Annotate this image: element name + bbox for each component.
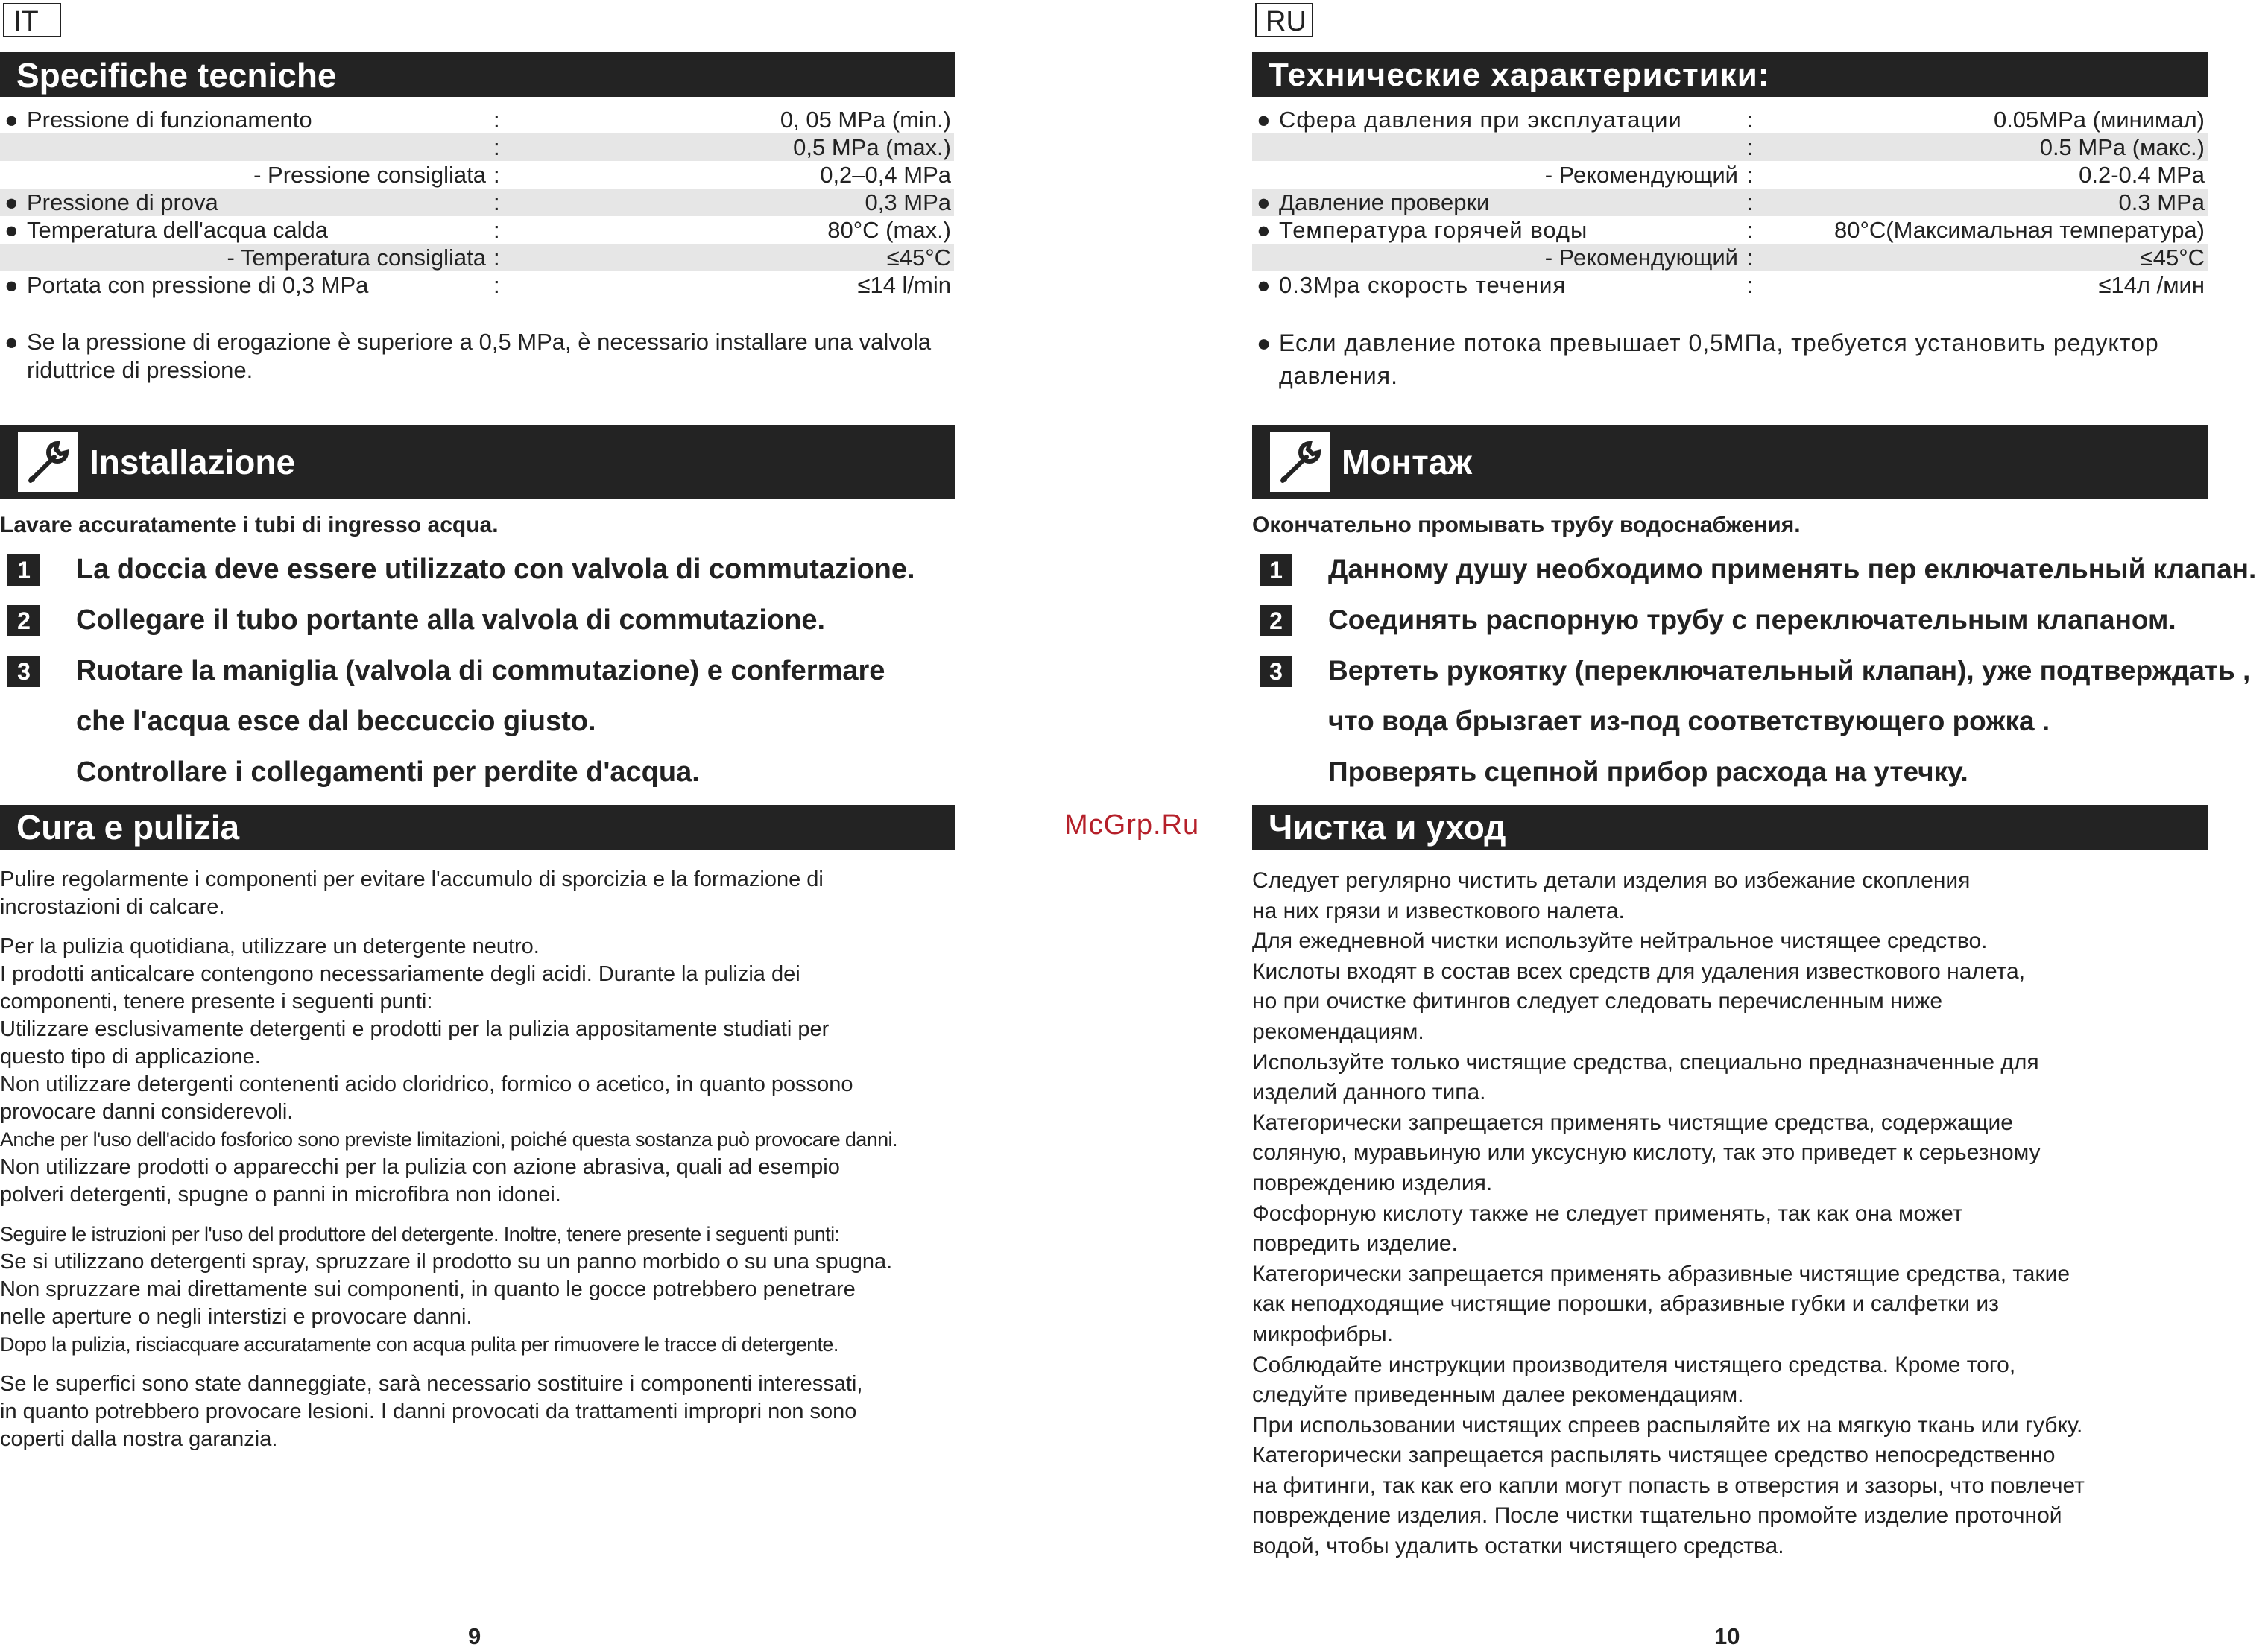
step-text: Вертеть рукоятку (переключательный клапан), уже подтверждать ,	[1328, 655, 2251, 686]
care-line: Кислоты входят в состав всех средств для удаления известкового налета,	[1252, 958, 2026, 984]
step-number: 3	[7, 656, 40, 687]
spec-row	[1252, 216, 2208, 244]
care-line: Dopo la pulizia, risciacquare accuratamente con acqua pulita per rimuovere le tracce di detergente.	[0, 1333, 838, 1356]
care-line: соляную, муравьиную или уксусную кислоту, так это приведет к серьезному	[1252, 1140, 2041, 1166]
step-2	[1252, 595, 2221, 645]
care-line: повреждению изделия.	[1252, 1170, 1493, 1195]
spec-row	[0, 133, 954, 161]
spec-label: - Рекомендующий	[1544, 244, 1738, 271]
section-title-specs: Specifiche tecniche	[0, 52, 955, 97]
care-line: как неподходящие чистящие порошки, абразивные губки и салфетки из	[1252, 1292, 1999, 1317]
bullet-icon: ●	[1257, 329, 1272, 356]
step-text: Collegare il tubo portante alla valvola di commutazione.	[76, 604, 826, 636]
spec-row	[0, 106, 954, 133]
section-installation	[1252, 425, 2208, 499]
care-line: микрофибры.	[1252, 1321, 1394, 1347]
language-label: IT	[3, 3, 61, 37]
care-line: Per la pulizia quotidiana, utilizzare un detergente neutro.	[0, 935, 540, 958]
spec-value: 0, 05 MPa (min.)	[780, 107, 951, 133]
care-line: повреждение изделия. После чистки тщательно промойте изделие проточной	[1252, 1503, 2062, 1529]
care-line: Non spruzzare mai direttamente sui componenti, in quanto le gocce potrebbero penetrare	[0, 1277, 856, 1301]
step-text: che l'acqua esce dal beccuccio giusto.	[76, 706, 596, 737]
step-text: Controllare i collegamenti per perdite d'acqua.	[76, 756, 700, 788]
spec-row	[0, 216, 954, 244]
spec-row	[1252, 244, 2208, 271]
pressure-note-text: Если давление потока превышает 0,5МПа, требуется установить редуктор давления.	[1279, 329, 2159, 389]
care-line: При использовании чистящих спреев распыляйте их на мягкую ткань или губку.	[1252, 1412, 2083, 1438]
care-line: provocare danni considerevoli.	[0, 1100, 294, 1124]
care-line: Для ежедневной чистки используйте нейтральное чистящее средство.	[1252, 929, 1988, 954]
page-russian	[1252, 0, 2268, 1647]
care-line: Se si utilizzano detergenti spray, spruzzare il prodotto su un panno morbido o su una spugna.	[0, 1250, 893, 1274]
bullet-icon: ●	[1257, 217, 1272, 243]
spec-colon: :	[493, 134, 500, 160]
spec-row	[1252, 189, 2208, 216]
spec-label: Pressione di funzionamento	[27, 107, 312, 133]
spec-row	[1252, 161, 2208, 189]
spec-row	[0, 161, 954, 189]
step-text: Проверять сцепной прибор расхода на утечку.	[1328, 756, 1968, 787]
spec-value: 0.3 MPa	[2118, 189, 2205, 215]
spec-value: 80°C(Максимальная температура)	[1833, 217, 2205, 243]
spec-table	[0, 106, 954, 299]
step-1	[1252, 544, 2257, 595]
page-number: 10	[1714, 1623, 1740, 1649]
step-3-check	[1252, 747, 2221, 797]
spec-row	[0, 271, 954, 299]
spec-value: 0,5 MPa (max.)	[793, 134, 951, 160]
care-line: questo tipo di applicazione.	[0, 1045, 261, 1069]
spec-label: Сфера давления при эксплуатации	[1279, 107, 1682, 133]
care-line: Pulire regolarmente i componenti per evitare l'accumulo di sporcizia e la formazione di	[0, 867, 824, 891]
bullet-icon: ●	[1257, 272, 1272, 298]
step-3	[1252, 645, 2251, 696]
pressure-note	[4, 328, 951, 383]
care-line: Non utilizzare prodotti o apparecchi per la pulizia con azione abrasiva, quali ad esempio	[0, 1155, 840, 1179]
bullet-icon: ●	[1257, 189, 1271, 215]
section-title-installation: Installazione	[89, 443, 296, 481]
wrench-icon	[1270, 432, 1330, 492]
care-line: изделий данного типа.	[1252, 1080, 1486, 1105]
step-text: Соединять распорную трубу с переключательным клапаном.	[1328, 604, 2176, 635]
language-label: RU	[1255, 3, 1313, 37]
section-title-specs: Технические характеристики:	[1252, 52, 2208, 97]
spec-label: - Temperatura consigliata	[227, 244, 486, 271]
spec-colon: :	[493, 244, 500, 271]
care-line: in quanto potrebbero provocare lesioni. I danni provocati da trattamenti impropri non sono	[0, 1400, 857, 1423]
step-1	[0, 544, 969, 595]
bullet-icon: ●	[4, 329, 19, 355]
spec-label: Температура горячей воды	[1279, 217, 1588, 243]
step-2	[0, 595, 969, 645]
step-3-continued	[1252, 696, 2221, 747]
step-text: что вода брызгает из-под соответствующего рожка .	[1328, 706, 2050, 736]
install-subtitle: Окончательно промывать трубу водоснабжения.	[1252, 513, 1801, 537]
spec-row	[1252, 106, 2208, 133]
bullet-icon: ●	[1257, 107, 1272, 133]
spec-colon: :	[493, 217, 500, 243]
spec-value: ≤14л /мин	[2098, 272, 2205, 298]
bullet-icon: ●	[4, 272, 19, 298]
spec-value: 0,2–0,4 MPa	[820, 162, 951, 188]
care-line: повредить изделие.	[1252, 1231, 1458, 1257]
care-line: но при очистке фитингов следует следовать перечисленным ниже	[1252, 989, 1943, 1014]
step-3	[0, 645, 969, 696]
page-italian	[0, 0, 969, 1647]
install-steps	[1252, 544, 2257, 797]
spec-value: 80°C (max.)	[827, 217, 951, 243]
install-steps	[0, 544, 969, 797]
care-line: I prodotti anticalcare contengono necessariamente degli acidi. Durante la pulizia dei	[0, 962, 800, 986]
spec-value: 0.2-0.4 MPa	[2079, 162, 2205, 188]
spec-label: - Рекомендующий	[1544, 162, 1738, 188]
spec-colon: :	[493, 189, 500, 215]
care-line: Используйте только чистящие средства, специально предназначенные для	[1252, 1049, 2039, 1075]
pressure-note	[1257, 326, 2203, 389]
spec-value: 0.5 MPa (макс.)	[2039, 134, 2205, 160]
bullet-icon: ●	[4, 107, 19, 133]
bullet-icon: ●	[4, 217, 19, 243]
care-line: Категорически запрещается применять абразивные чистящие средства, такие	[1252, 1261, 2070, 1286]
care-line: Фосфорную кислоту также не следует применять, так как она может	[1252, 1201, 1963, 1226]
section-title-care: Чистка и уход	[1252, 805, 2208, 850]
care-line: Non utilizzare detergenti contenenti acido cloridrico, formico o acetico, in quanto possono	[0, 1072, 853, 1096]
wrench-icon	[18, 432, 78, 492]
step-number: 1	[7, 554, 40, 586]
spec-colon: :	[493, 272, 500, 298]
care-line: incrostazioni di calcare.	[0, 895, 225, 919]
spec-row	[1252, 271, 2208, 299]
care-instructions	[0, 866, 961, 1453]
spec-colon: :	[1747, 134, 1754, 160]
care-line: Категорически запрещается распылять чистящее средство непосредственно	[1252, 1443, 2056, 1468]
care-line: Категорически запрещается применять чистящие средства, содержащие	[1252, 1110, 2013, 1135]
care-line: Anche per l'uso dell'acido fosforico sono previste limitazioni, poiché questa sostanza può provocare danni.	[0, 1128, 897, 1151]
spec-colon: :	[1747, 244, 1754, 271]
step-text: La doccia deve essere utilizzato con valvola di commutazione.	[76, 554, 915, 585]
spec-row	[0, 189, 954, 216]
step-number: 1	[1260, 554, 1292, 586]
spec-table	[1252, 106, 2208, 299]
care-line: polveri detergenti, spugne o panni in microfibra non idonei.	[0, 1183, 561, 1207]
bullet-icon: ●	[4, 189, 19, 215]
spec-row	[1252, 133, 2208, 161]
care-line: Следует регулярно чистить детали изделия во избежание скопления	[1252, 868, 1971, 893]
spec-colon: :	[1747, 217, 1754, 243]
spec-value: 0.05MPa (минимал)	[1993, 107, 2205, 133]
spec-label: Portata con pressione di 0,3 MPa	[27, 272, 369, 298]
spec-label: 0.3Мра скорость течения	[1279, 272, 1567, 298]
spec-label: Pressione di prova	[27, 189, 218, 215]
spec-colon: :	[1747, 107, 1754, 133]
spec-colon: :	[1747, 272, 1754, 298]
care-line: nelle aperture o negli interstizi e provocare danni.	[0, 1305, 473, 1329]
spec-value: 0,3 MPa	[865, 189, 951, 215]
care-line: на них грязи и известкового налета.	[1252, 898, 1625, 923]
spec-value: ≤14 l/min	[857, 272, 951, 298]
care-line: рекомендациям.	[1252, 1019, 1424, 1044]
page-number: 9	[468, 1623, 481, 1649]
spec-colon: :	[493, 107, 500, 133]
care-line: на фитинги, так как его капли могут попасть в отверстия и зазоры, что повлечет	[1252, 1473, 2085, 1498]
care-line: Se le superfici sono state danneggiate, sarà necessario sostituire i componenti interessati,	[0, 1372, 863, 1396]
watermark: McGrp.Ru	[1064, 809, 1200, 841]
spec-label: Temperatura dell'acqua calda	[27, 217, 328, 243]
install-subtitle: Lavare accuratamente i tubi di ingresso acqua.	[0, 513, 499, 537]
spec-value: ≤45°C	[886, 244, 951, 271]
care-instructions	[1252, 866, 2214, 1562]
step-3-check	[0, 747, 969, 797]
spec-colon: :	[493, 162, 500, 188]
section-installation	[0, 425, 955, 499]
section-title-care: Cura e pulizia	[0, 805, 955, 850]
care-line: Seguire le istruzioni per l'uso del produttore del detergente. Inoltre, tenere presente i seguenti punti:	[0, 1223, 840, 1245]
care-line: Utilizzare esclusivamente detergenti e prodotti per la pulizia appositamente studiati per	[0, 1017, 830, 1041]
care-line: coperti dalla nostra garanzia.	[0, 1427, 278, 1451]
step-3-continued	[0, 696, 969, 747]
care-line: componenti, tenere presente i seguenti punti:	[0, 990, 433, 1014]
step-number: 2	[1260, 605, 1292, 636]
spec-colon: :	[1747, 162, 1754, 188]
step-number: 2	[7, 605, 40, 636]
spec-row	[0, 244, 954, 271]
spec-label: Давление проверки	[1279, 189, 1490, 215]
step-text: Данному душу необходимо применять пер еключательный клапан.	[1328, 554, 2257, 584]
care-line: Соблюдайте инструкции производителя чистящего средства. Кроме того,	[1252, 1352, 2016, 1377]
section-title-installation: Монтаж	[1342, 443, 1472, 481]
spec-colon: :	[1747, 189, 1754, 215]
spec-value: ≤45°C	[2140, 244, 2205, 271]
spec-label: - Pressione consigliata	[253, 162, 486, 188]
step-text: Ruotare la maniglia (valvola di commutazione) e confermare	[76, 655, 885, 686]
care-line: следуйте приведенным далее рекомендациям.	[1252, 1382, 1744, 1408]
care-line: водой, чтобы удалить остатки чистящего средства.	[1252, 1534, 1784, 1559]
pressure-note-text: Se la pressione di erogazione è superiore a 0,5 MPa, è necessario installare una valvola riduttrice di pressione.	[27, 329, 932, 383]
step-number: 3	[1260, 656, 1292, 687]
